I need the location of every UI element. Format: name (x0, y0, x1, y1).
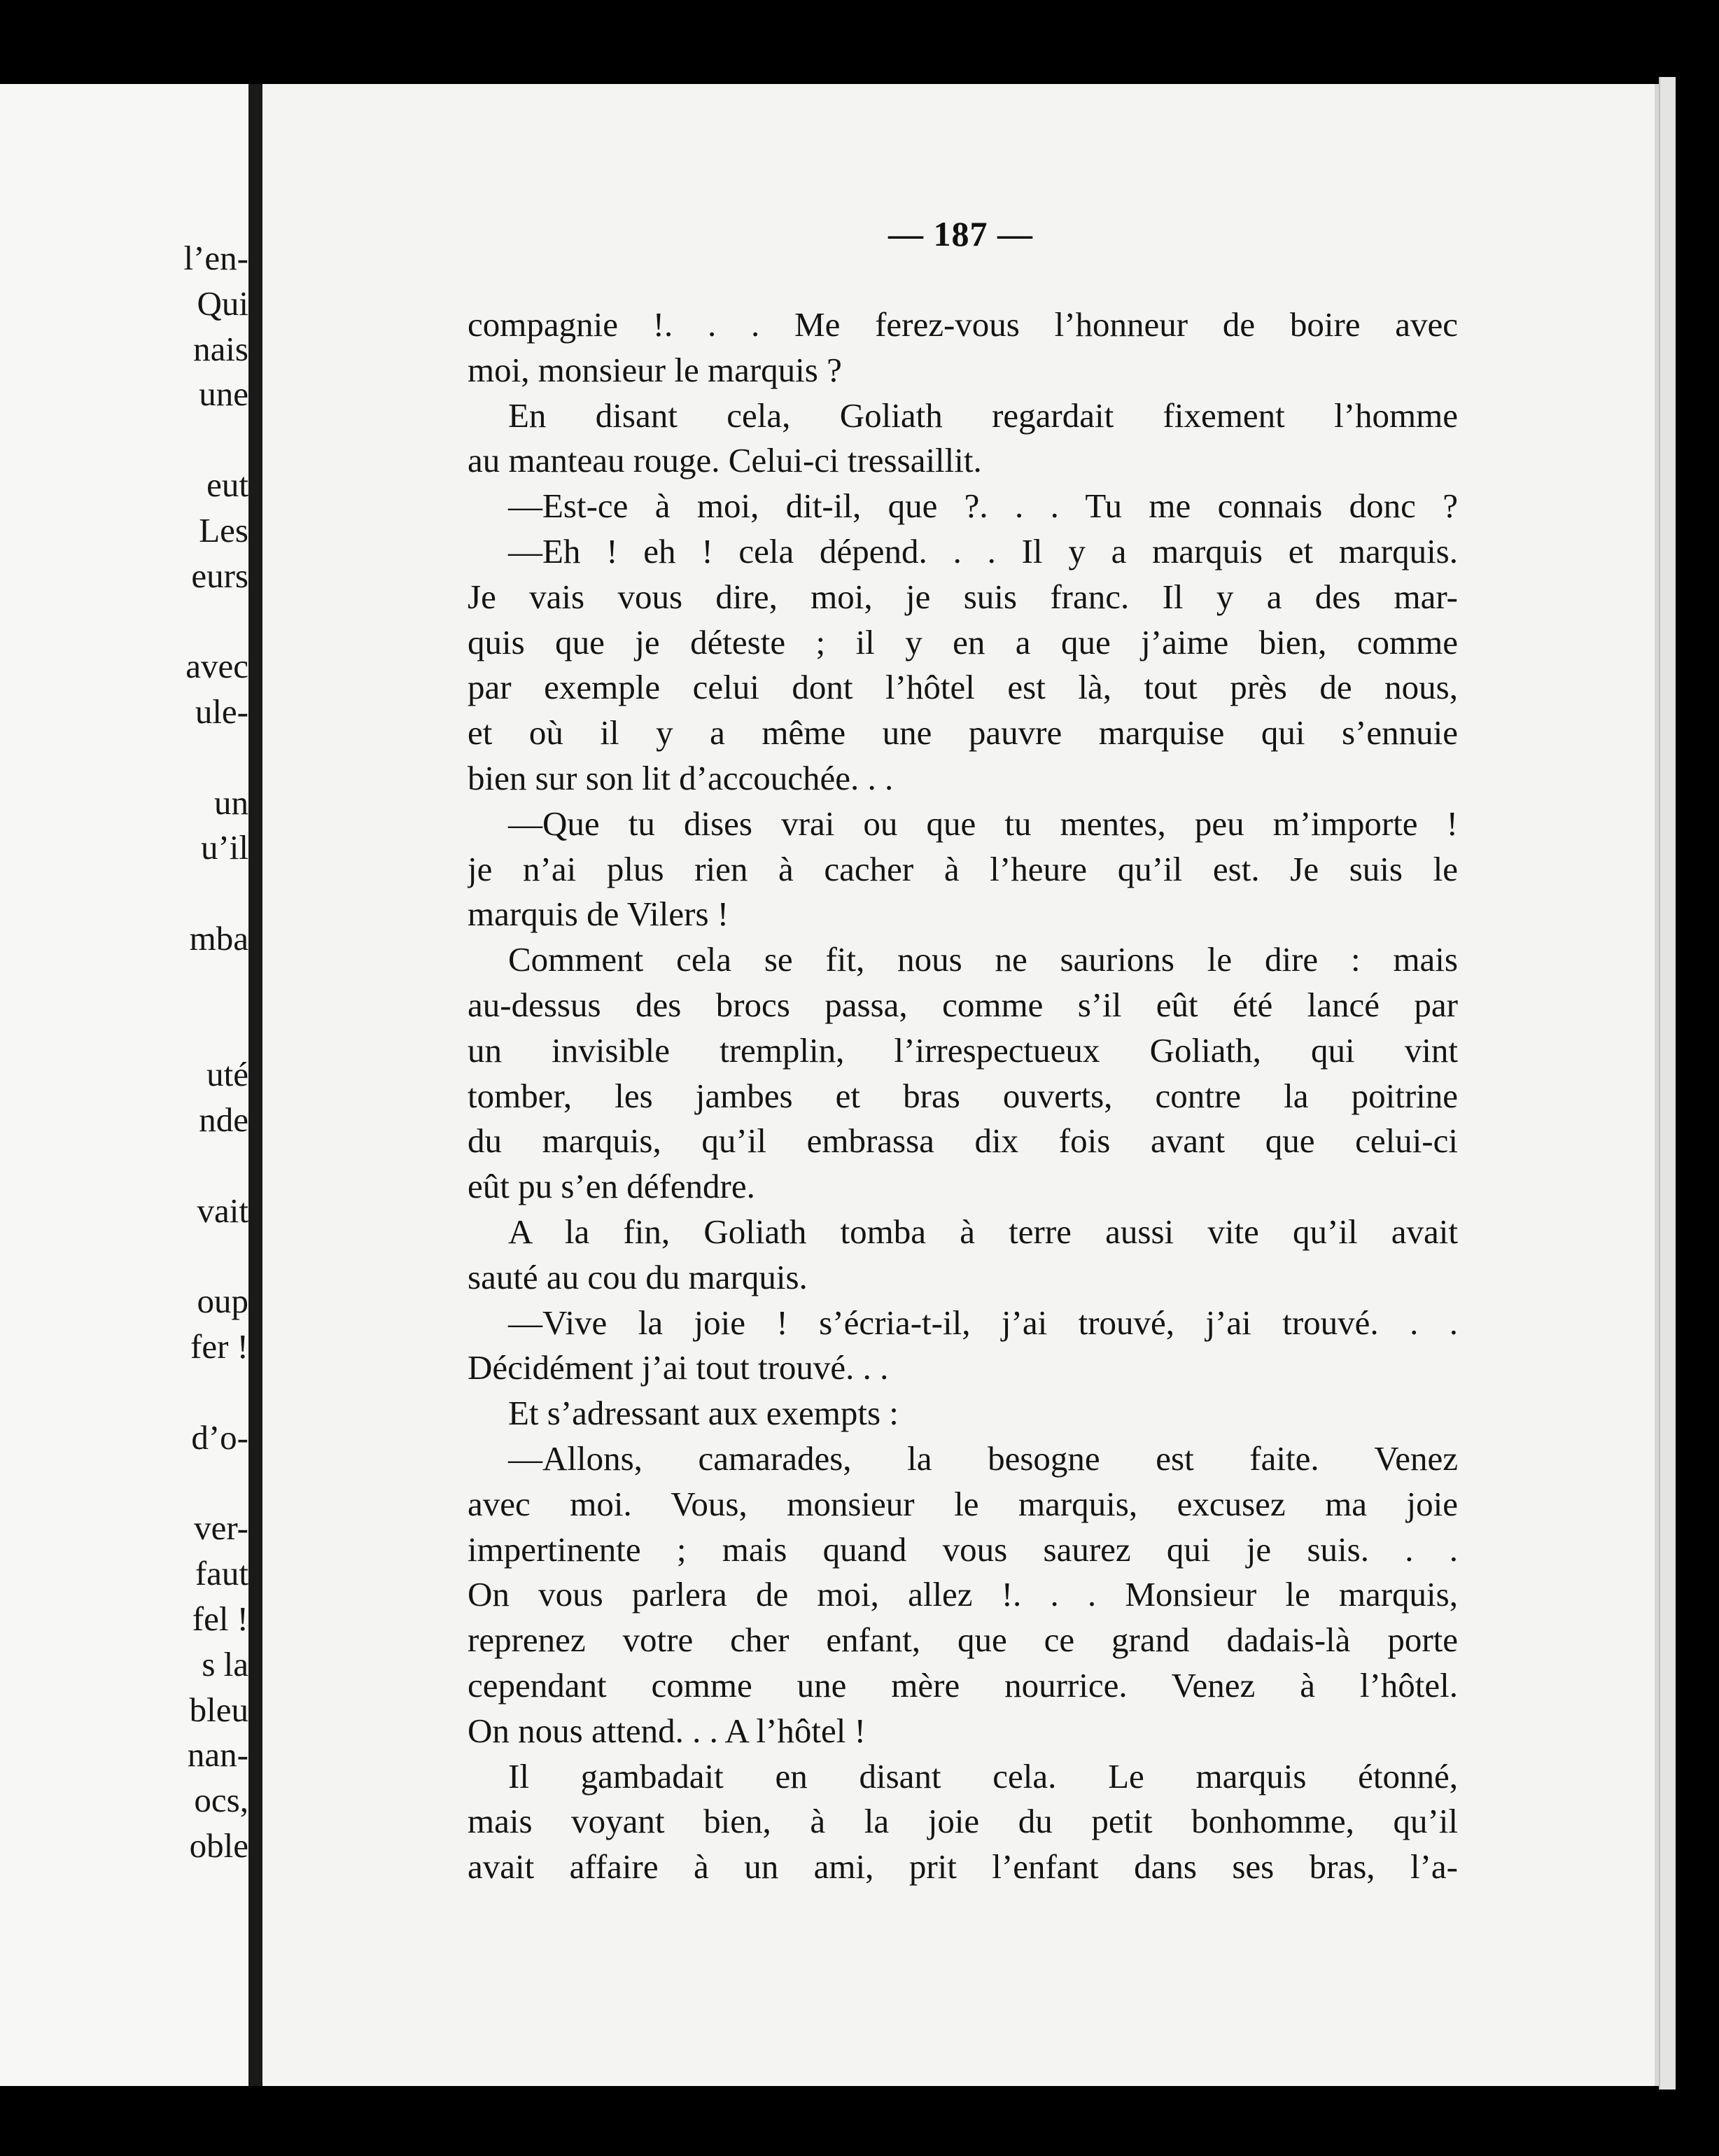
previous-page-fragment: avec (185, 647, 248, 686)
previous-page-fragment: bleu (189, 1690, 248, 1729)
previous-page-fragment: ver- (194, 1508, 248, 1548)
text-line: je n’ai plus rien à cacher à l’heure qu’il est. Je suis le (468, 849, 1458, 888)
text-line: Et s’adressant aux exempts : (508, 1394, 899, 1433)
text-line: marquis de Vilers ! (468, 895, 729, 934)
previous-page-fragment: nais (193, 329, 248, 368)
text-line: et où il y a même une pauvre marquise qui s’ennuie (468, 713, 1458, 752)
text-line: par exemple celui dont l’hôtel est là, tout près de nous, (468, 668, 1458, 707)
text-line: mais voyant bien, à la joie du petit bonhomme, qu’il (468, 1802, 1458, 1841)
text-line: avec moi. Vous, monsieur le marquis, excusez ma joie (468, 1484, 1458, 1523)
text-line: cependant comme une mère nourrice. Venez à l’hôtel. (468, 1665, 1458, 1704)
previous-page-fragment: fel ! (192, 1600, 248, 1638)
previous-page-fragment: fer ! (190, 1327, 248, 1366)
text-line: quis que je déteste ; il y en a que j’aime bien, comme (468, 622, 1458, 662)
text-line: reprenez votre cher enfant, que ce grand dadais-là porte (468, 1620, 1458, 1660)
text-line: —Allons, camarades, la besogne est faite. Venez (508, 1438, 1458, 1478)
text-line: eût pu s’en défendre. (468, 1167, 755, 1206)
page-number: — 187 — (888, 214, 1033, 253)
text-line: moi, monsieur le marquis ? (468, 350, 842, 389)
body-text (468, 302, 1458, 1890)
previous-page-fragment: Les (199, 510, 248, 550)
text-line: compagnie !. . . Me ferez-vous l’honneur de boire avec (468, 305, 1458, 344)
text-line: On vous parlera de moi, allez !. . . Monsieur le marquis, (468, 1575, 1458, 1614)
previous-page-fragment: ule- (195, 692, 248, 731)
text-line: au manteau rouge. Celui-ci tressaillit. (468, 441, 982, 480)
text-line: —Que tu dises vrai ou que tu mentes, peu m’importe ! (508, 804, 1458, 843)
text-line: Comment cela se fit, nous ne saurions le dire : mais (508, 940, 1458, 979)
previous-page-fragment: l’en- (183, 239, 248, 277)
previous-page-fragment: nde (199, 1100, 248, 1140)
previous-page-fragment: oup (197, 1282, 248, 1321)
previous-page-fragment: uté (206, 1055, 248, 1094)
text-line: bien sur son lit d’accouchée. . . (468, 758, 894, 797)
previous-page-fragment: u’il (200, 828, 248, 867)
previous-page-fragment: nan- (187, 1735, 248, 1774)
previous-page-fragment: vait (197, 1191, 248, 1230)
text-line: On nous attend. . . A l’hôtel ! (468, 1711, 866, 1750)
text-line: Il gambadait en disant cela. Le marquis étonné, (508, 1756, 1458, 1795)
page-edge (1659, 77, 1676, 2090)
text-line: tomber, les jambes et bras ouverts, contre la poitrine (468, 1076, 1458, 1115)
text-line: un invisible tremplin, l’irrespectueux Goliath, qui vint (468, 1030, 1458, 1070)
text-line: sauté au cou du marquis. (468, 1257, 808, 1296)
previous-page-fragment: une (199, 374, 248, 414)
previous-page-fragment: d’o- (191, 1418, 248, 1457)
previous-page-fragment: eut (206, 465, 248, 504)
text-line: Décidément j’ai tout trouvé. . . (468, 1348, 889, 1387)
text-line: —Eh ! eh ! cela dépend. . . Il y a marquis et marquis. (508, 531, 1458, 570)
text-line: En disant cela, Goliath regardait fixement l’homme (508, 396, 1458, 435)
text-line: impertinente ; mais quand vous saurez qui je suis. . . (468, 1530, 1458, 1569)
previous-page-fragment: un (214, 783, 248, 822)
previous-page-fragment: oble (189, 1826, 248, 1865)
text-line: A la fin, Goliath tomba à terre aussi vite qu’il avait (508, 1212, 1458, 1251)
previous-page-fragment: eurs (191, 556, 248, 595)
previous-page-fragment: mba (189, 919, 248, 958)
previous-page-fragment: Qui (197, 284, 248, 323)
previous-page-fragment: faut (195, 1554, 248, 1593)
previous-page-fragment: ocs, (194, 1781, 248, 1820)
text-line: —Est-ce à moi, dit-il, que ?. . . Tu me connais donc ? (508, 486, 1458, 526)
current-page (262, 84, 1659, 2086)
previous-page-fragment: s la (202, 1644, 248, 1684)
text-line: Je vais vous dire, moi, je suis franc. Il y a des mar- (468, 577, 1458, 616)
text-line: du marquis, qu’il embrassa dix fois avant que celui-ci (468, 1121, 1458, 1161)
book-gutter (248, 84, 262, 2086)
previous-page (0, 84, 248, 2086)
text-line: au-dessus des brocs passa, comme s’il eût été lancé par (468, 985, 1458, 1024)
text-line: —Vive la joie ! s’écria-t-il, j’ai trouvé, j’ai trouvé. . . (508, 1303, 1458, 1342)
text-line: avait affaire à un ami, prit l’enfant dans ses bras, l’a- (468, 1847, 1458, 1886)
